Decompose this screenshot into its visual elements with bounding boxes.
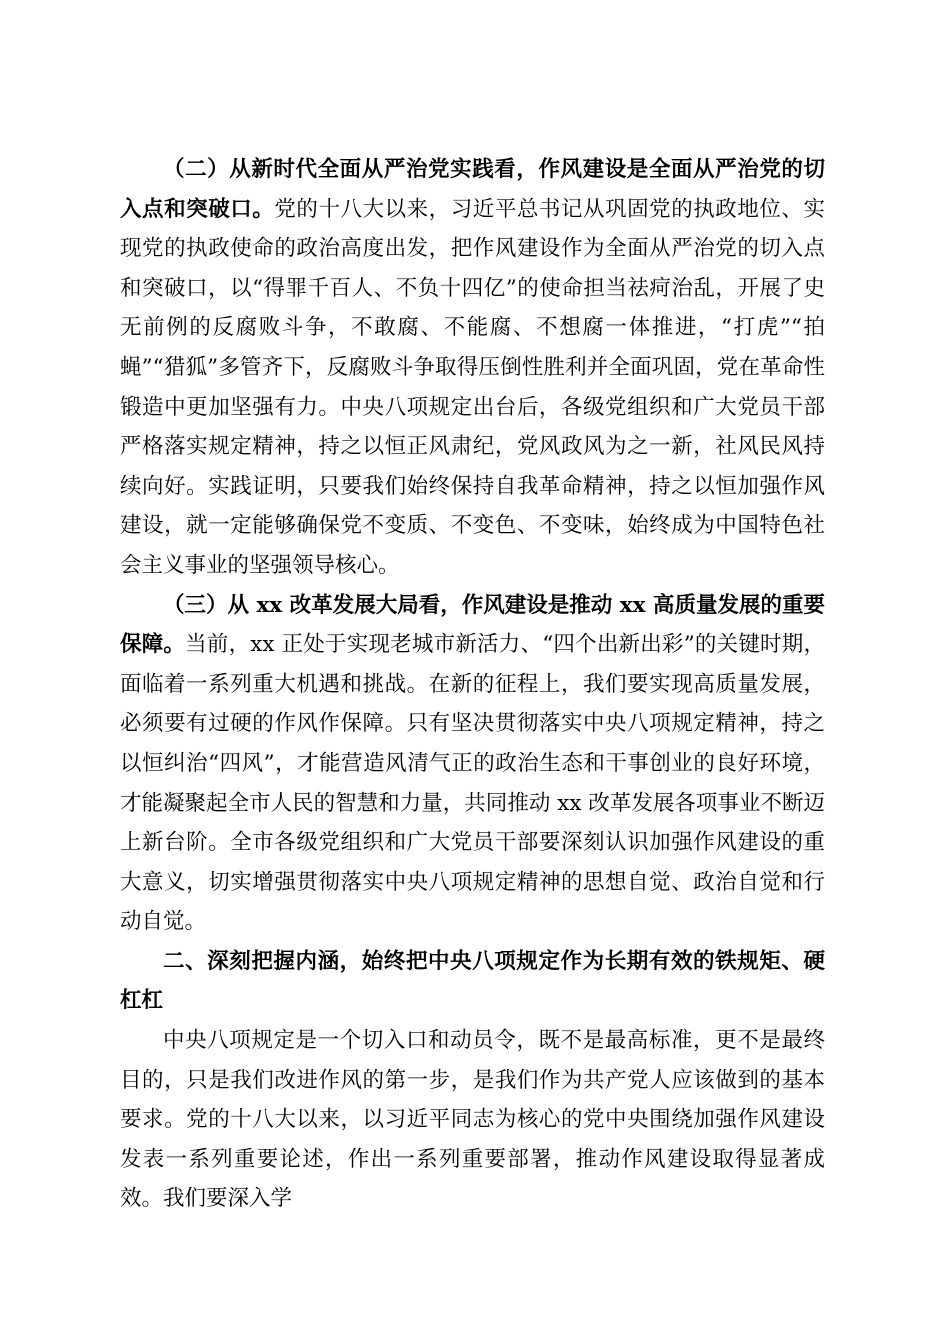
section-heading: 二、深刻把握内涵，始终把中央八项规定作为长期有效的铁规矩、硬杠杠 xyxy=(120,948,825,1014)
paragraph-lead-bold: （三）从 xx 改革发展大局看，作风建设是推动 xx 高质量发展的重要保障。 xyxy=(120,592,825,658)
paragraph-text: 党的十八大以来，习近平总书记从巩固党的执政地位、实现党的执政使命的政治高度出发，把作风建设作为全面从严治党的切入点和突破口，以“得罪千百人、不负十四亿”的使命担当祛疴治乱，开展了史无前例的反腐败斗争，不敢腐、不能腐、不想腐一体推进，“打虎”“拍蝇”“猎狐”多管齐下，反腐败斗争取得压倒性胜利并全面巩固，党在革命性锻造中更加坚强有力。中央八项规定出台后，各级党组织和广大党员干部严格落实规定精神，持之以恒正风肃纪，党风政风为之一新，社风民风持续向好。实践证明，只要我们始终保持自我革命精神，持之以恒加强作风建设，就一定能够确保党不变质、不变色、不变味，始终成为中国特色社会主义事业的坚强领导核心。 xyxy=(120,196,825,578)
document-body xyxy=(120,150,825,1219)
paragraph-text: 当前，xx 正处于实现老城市新活力、“四个出新出彩”的关键时期，面临着一系列重大机遇和挑战。在新的征程上，我们要实现高质量发展，必须要有过硬的作风作保障。只有坚决贯彻落实中央八项规定精神，持之以恒纠治“四风”，才能营造风清气正的政治生态和干事创业的良好环境，才能凝聚起全市人民的智慧和力量，共同推动 xx 改革发展各项事业不断迈上新台阶。全市各级党组织和广大党员干部要深刻认识加强作风建设的重大意义，切实增强贯彻落实中央八项规定精神的思想自觉、政治自觉和行动自觉。 xyxy=(120,632,825,935)
paragraph-section-3 xyxy=(120,586,825,942)
closing-paragraph: 中央八项规定是一个切入口和动员令，既不是最高标准，更不是最终目的，只是我们改进作风的第一步，是我们作为共产党人应该做到的基本要求。党的十八大以来，以习近平同志为核心的党中央围绕加强作风建设发表一系列重要论述，作出一系列重要部署，推动作风建设取得显著成效。我们要深入学 xyxy=(120,1028,825,1212)
paragraph-section-2 xyxy=(120,150,825,586)
paragraph-lead-bold: （二）从新时代全面从严治党实践看，作风建设是全面从严治党的切入点和突破口。 xyxy=(120,157,825,222)
